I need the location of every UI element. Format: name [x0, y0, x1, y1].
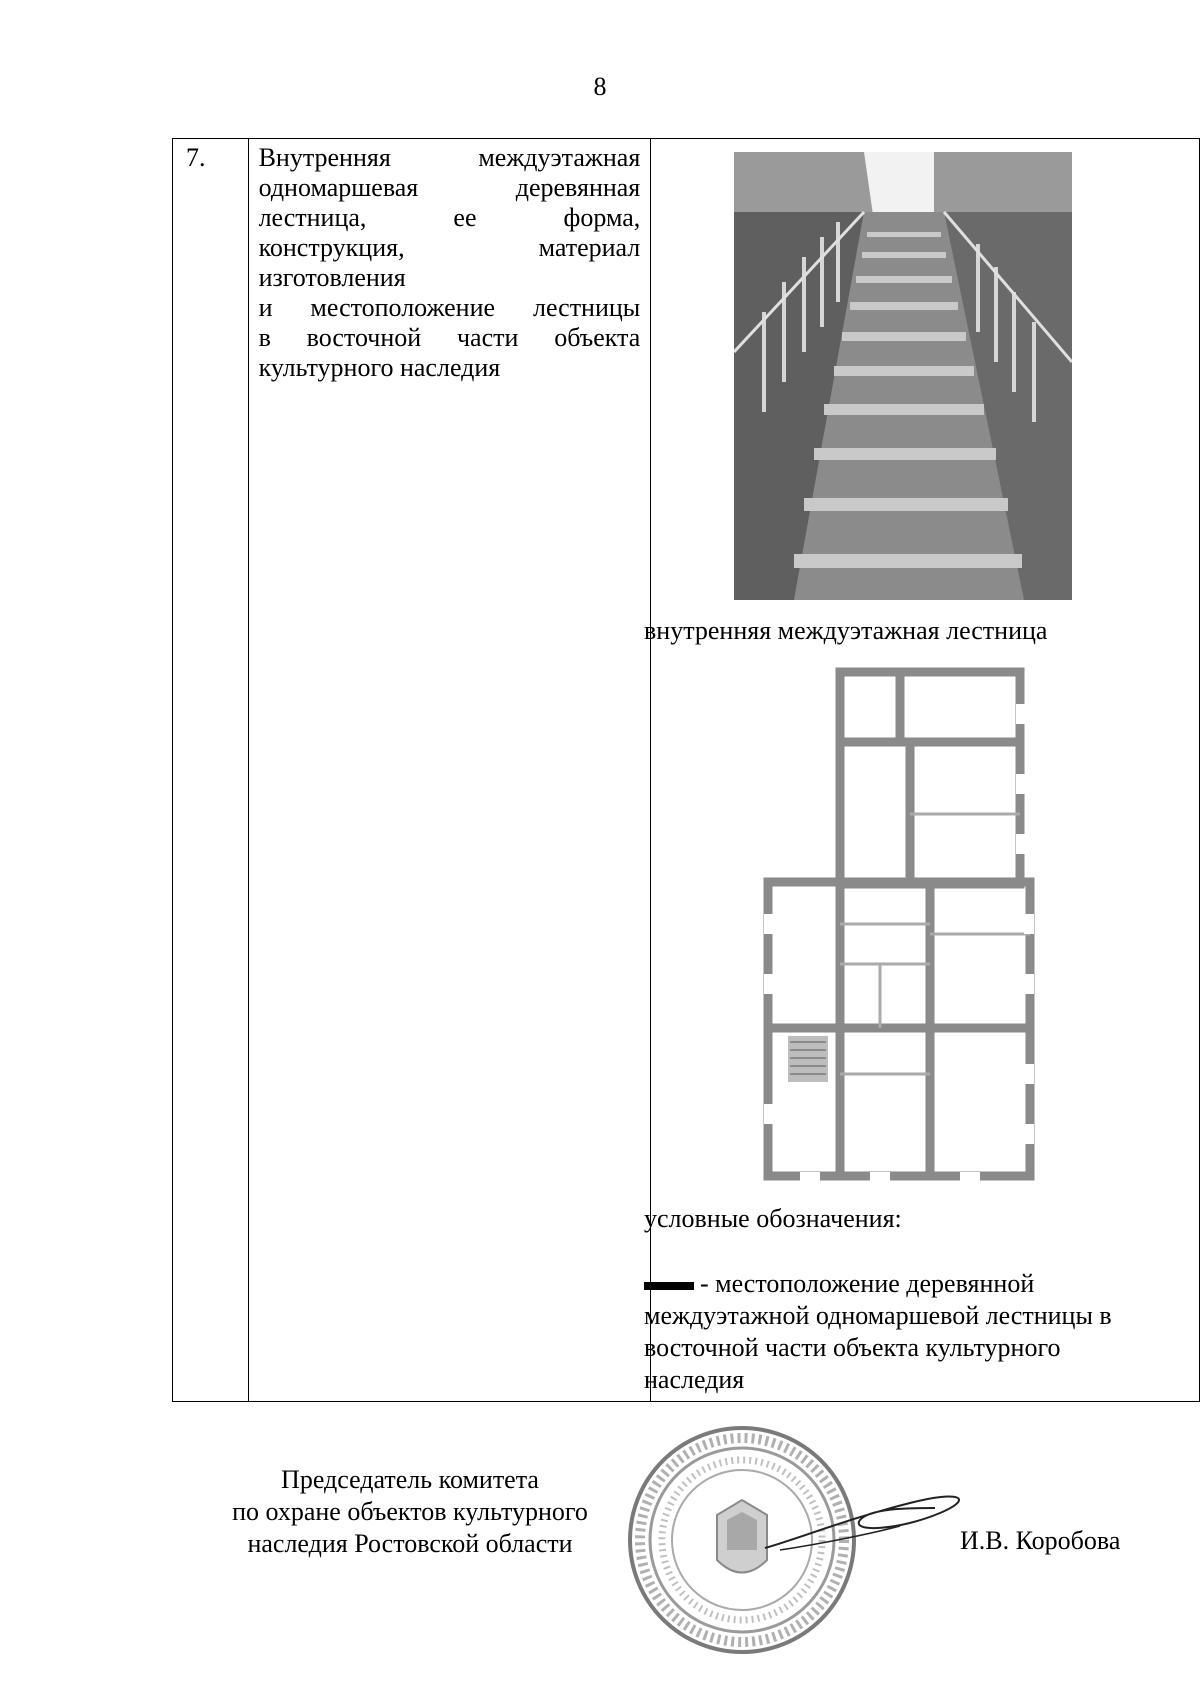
description-line: Внутренняя междуэтажная	[258, 143, 641, 172]
description-line: лестница, ее форма,	[258, 203, 641, 232]
description-line: одномаршевая деревянная	[258, 173, 641, 202]
legend-text: - местоположение деревянной междуэтажной одномаршевой лестницы в восточной части объекта культурного наследия	[644, 1269, 1112, 1394]
handwritten-signature	[760, 1478, 970, 1558]
position-line: по охране объектов культурного	[232, 1497, 588, 1526]
signatory-position	[190, 1464, 630, 1560]
row-number: 7.	[186, 143, 206, 172]
row-number-cell	[173, 139, 249, 1402]
photo-caption: внутренняя междуэтажная лестница	[644, 616, 1048, 645]
description-line: культурного наследия	[258, 353, 501, 382]
description-cell	[248, 139, 651, 1402]
position-line: наследия Ростовской области	[247, 1529, 573, 1558]
description-line: изготовления	[258, 263, 406, 292]
legend	[644, 1268, 1154, 1396]
page-number: 8	[593, 72, 607, 101]
description-line: в восточной части объекта	[258, 323, 641, 352]
position-line: Председатель комитета	[281, 1465, 539, 1494]
description-line: и местоположение лестницы	[258, 293, 641, 322]
staircase-photo	[734, 152, 1072, 600]
legend-swatch	[644, 1282, 694, 1290]
signatory-name: И.В. Коробова	[960, 1526, 1121, 1555]
description-text	[249, 139, 651, 383]
floor-plan	[760, 664, 1038, 1184]
legend-title: условные обозначения:	[644, 1204, 902, 1233]
description-line: конструкция, материал	[258, 233, 641, 262]
